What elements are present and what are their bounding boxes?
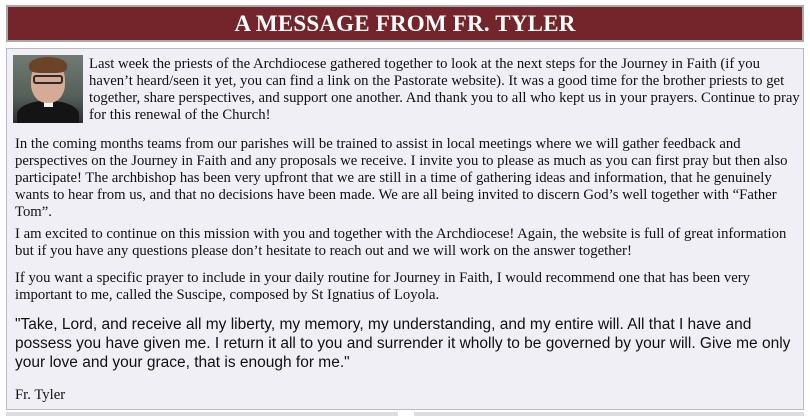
- message-panel: [6, 48, 804, 410]
- message-paragraph-2: In the coming months teams from our parishes will be trained to assist in local meetings where we will gather feedback and perspectives on the Journey in Faith and any proposals we receive. I invite you to please as much as you can first pray but then also participate! The archbishop has been very upfront that we are still in a time of gathering ideas and information, that he genuinely wants to hear from us, and that no decisions have been made. We are all being invited to discern God’s well together with “Father Tom”.: [15, 136, 788, 220]
- author-photo: [13, 55, 83, 123]
- banner-title: A MESSAGE FROM FR. TYLER: [234, 10, 576, 36]
- suscipe-prayer: "Take, Lord, and receive all my liberty, my memory, my understanding, and my entire will. All that I have and possess you have given me. I return it all to you and surrender it wholly to be governed by your will. Give me only your love and your grace, that is enough for me.": [15, 316, 791, 371]
- message-paragraph-4: If you want a specific prayer to include in your daily routine for Journey in Faith, I would recommend one that has been very important to me, called the Suscipe, composed by St Ignatius of Loyola.: [15, 270, 750, 303]
- photo-glasses: [33, 75, 63, 84]
- signature: Fr. Tyler: [15, 387, 66, 403]
- message-banner: [6, 5, 804, 42]
- message-paragraph-3: I am excited to continue on this mission with you and together with the Archdiocese! Again, the website is full of great information but if you have any questions please don’t hesitate to reach out and we will work on the answer together!: [15, 226, 787, 259]
- bottom-divider-left: [6, 412, 398, 416]
- bottom-divider-right: [414, 412, 804, 416]
- photo-hair: [29, 57, 67, 73]
- message-paragraph-1: Last week the priests of the Archdiocese gathered together to look at the next steps for the Journey in Faith (if you haven’t heard/seen it yet, you can find a link on the Pastorate website). It was a good time for the brother priests to get together, share perspectives, and support one another. And thank you to all who kept us in your prayers. Continue to pray for this renewal of the Church!: [89, 56, 800, 123]
